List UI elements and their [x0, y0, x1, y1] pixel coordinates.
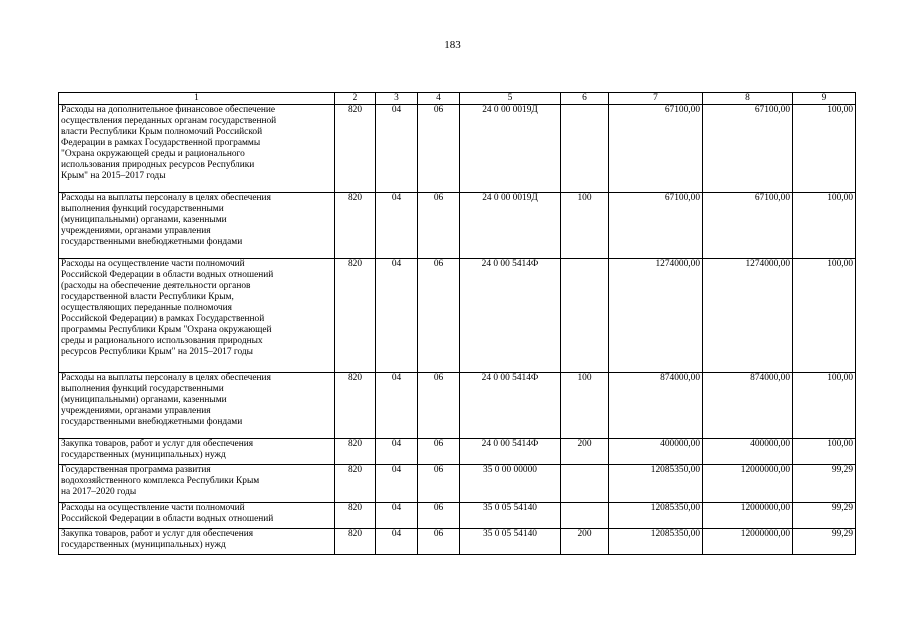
- planned-amount-cell: 67100,00: [609, 193, 703, 259]
- row-name-cell: Закупка товаров, работ и услуг для обеспечения государственных (муниципальных) нужд: [59, 439, 335, 465]
- planned-amount-cell: 12085350,00: [609, 503, 703, 529]
- row-name-cell: Закупка товаров, работ и услуг для обеспечения государственных (муниципальных) нужд: [59, 529, 335, 555]
- ministry-code-cell: 820: [335, 503, 376, 529]
- target-code-cell: 24 0 00 0019Д: [460, 193, 561, 259]
- table-row: [59, 193, 856, 259]
- executed-amount-cell: 12000000,00: [703, 503, 793, 529]
- row-name-cell: Государственная программа развития водохозяйственного комплекса Республики Крым на 2017–2020 годы: [59, 465, 335, 503]
- subsection-code-cell: 06: [418, 373, 460, 439]
- table-row: [59, 439, 856, 465]
- executed-amount-cell: 12000000,00: [703, 529, 793, 555]
- subsection-code-cell: 06: [418, 503, 460, 529]
- table-row: [59, 465, 856, 503]
- col-header-target-code: 5: [460, 93, 561, 105]
- col-header-section: 3: [376, 93, 418, 105]
- row-name-cell: Расходы на выплаты персоналу в целях обеспечения выполнения функций государственными (муниципальными) органами, казенными учреждениями, органами управления государственными внебюджетными фондами: [59, 373, 335, 439]
- subsection-code-cell: 06: [418, 465, 460, 503]
- target-code-cell: 35 0 05 54140: [460, 503, 561, 529]
- section-code-cell: 04: [376, 373, 418, 439]
- row-name-cell: Расходы на выплаты персоналу в целях обеспечения выполнения функций государственными (муниципальными) органами, казенными учреждениями, органами управления государственными внебюджетными фондами: [59, 193, 335, 259]
- col-header-ministry: 2: [335, 93, 376, 105]
- section-code-cell: 04: [376, 465, 418, 503]
- expense-type-cell: 200: [561, 529, 609, 555]
- percent-cell: 100,00: [793, 193, 856, 259]
- row-name-cell: Расходы на осуществление части полномочий Российской Федерации в области водных отношений (расходы на обеспечение деятельности органов государственной власти Республики Крым, осуществляющих переданные полномочия Российской Федерации) в рамках Государственной программы Республики Крым "Охрана окружающей среды и рационального использования природных ресурсов Республики Крым" на 2015–2017 годы: [59, 259, 335, 373]
- expense-type-cell: [561, 465, 609, 503]
- percent-cell: 100,00: [793, 105, 856, 193]
- section-code-cell: 04: [376, 503, 418, 529]
- ministry-code-cell: 820: [335, 439, 376, 465]
- executed-amount-cell: 12000000,00: [703, 465, 793, 503]
- table-row: [59, 105, 856, 193]
- expense-type-cell: 100: [561, 373, 609, 439]
- expense-type-cell: [561, 105, 609, 193]
- expense-type-cell: 200: [561, 439, 609, 465]
- planned-amount-cell: 1274000,00: [609, 259, 703, 373]
- header-row: [59, 93, 856, 105]
- col-header-expense-type: 6: [561, 93, 609, 105]
- planned-amount-cell: 12085350,00: [609, 529, 703, 555]
- planned-amount-cell: 400000,00: [609, 439, 703, 465]
- col-header-planned: 7: [609, 93, 703, 105]
- ministry-code-cell: 820: [335, 465, 376, 503]
- subsection-code-cell: 06: [418, 439, 460, 465]
- col-header-executed: 8: [703, 93, 793, 105]
- ministry-code-cell: 820: [335, 259, 376, 373]
- ministry-code-cell: 820: [335, 193, 376, 259]
- table-row: [59, 259, 856, 373]
- expense-type-cell: 100: [561, 193, 609, 259]
- planned-amount-cell: 12085350,00: [609, 465, 703, 503]
- table-row: [59, 529, 856, 555]
- section-code-cell: 04: [376, 259, 418, 373]
- subsection-code-cell: 06: [418, 105, 460, 193]
- executed-amount-cell: 1274000,00: [703, 259, 793, 373]
- section-code-cell: 04: [376, 193, 418, 259]
- target-code-cell: 24 0 00 0019Д: [460, 105, 561, 193]
- table-body: [59, 105, 856, 555]
- executed-amount-cell: 67100,00: [703, 193, 793, 259]
- section-code-cell: 04: [376, 529, 418, 555]
- percent-cell: 100,00: [793, 259, 856, 373]
- col-header-name: 1: [59, 93, 335, 105]
- subsection-code-cell: 06: [418, 193, 460, 259]
- expense-type-cell: [561, 503, 609, 529]
- ministry-code-cell: 820: [335, 373, 376, 439]
- expense-type-cell: [561, 259, 609, 373]
- page-number: 183: [444, 39, 461, 51]
- table-row: [59, 503, 856, 529]
- target-code-cell: 24 0 00 5414Ф: [460, 259, 561, 373]
- section-code-cell: 04: [376, 439, 418, 465]
- ministry-code-cell: 820: [335, 529, 376, 555]
- percent-cell: 99,29: [793, 503, 856, 529]
- percent-cell: 99,29: [793, 529, 856, 555]
- section-code-cell: 04: [376, 105, 418, 193]
- planned-amount-cell: 874000,00: [609, 373, 703, 439]
- row-name-cell: Расходы на осуществление части полномочий Российской Федерации в области водных отношений: [59, 503, 335, 529]
- percent-cell: 99,29: [793, 465, 856, 503]
- executed-amount-cell: 67100,00: [703, 105, 793, 193]
- target-code-cell: 35 0 00 00000: [460, 465, 561, 503]
- subsection-code-cell: 06: [418, 529, 460, 555]
- col-header-percent: 9: [793, 93, 856, 105]
- table-row: [59, 373, 856, 439]
- percent-cell: 100,00: [793, 373, 856, 439]
- target-code-cell: 24 0 00 5414Ф: [460, 439, 561, 465]
- budget-table: [58, 92, 856, 555]
- executed-amount-cell: 874000,00: [703, 373, 793, 439]
- ministry-code-cell: 820: [335, 105, 376, 193]
- col-header-subsection: 4: [418, 93, 460, 105]
- subsection-code-cell: 06: [418, 259, 460, 373]
- target-code-cell: 35 0 05 54140: [460, 529, 561, 555]
- row-name-cell: Расходы на дополнительное финансовое обеспечение осуществления переданных органам государственной власти Республики Крым полномочий Российской Федерации в рамках Государственной программы "Охрана окружающей среды и рационального использования природных ресурсов Республики Крым" на 2015–2017 годы: [59, 105, 335, 193]
- executed-amount-cell: 400000,00: [703, 439, 793, 465]
- planned-amount-cell: 67100,00: [609, 105, 703, 193]
- target-code-cell: 24 0 00 5414Ф: [460, 373, 561, 439]
- percent-cell: 100,00: [793, 439, 856, 465]
